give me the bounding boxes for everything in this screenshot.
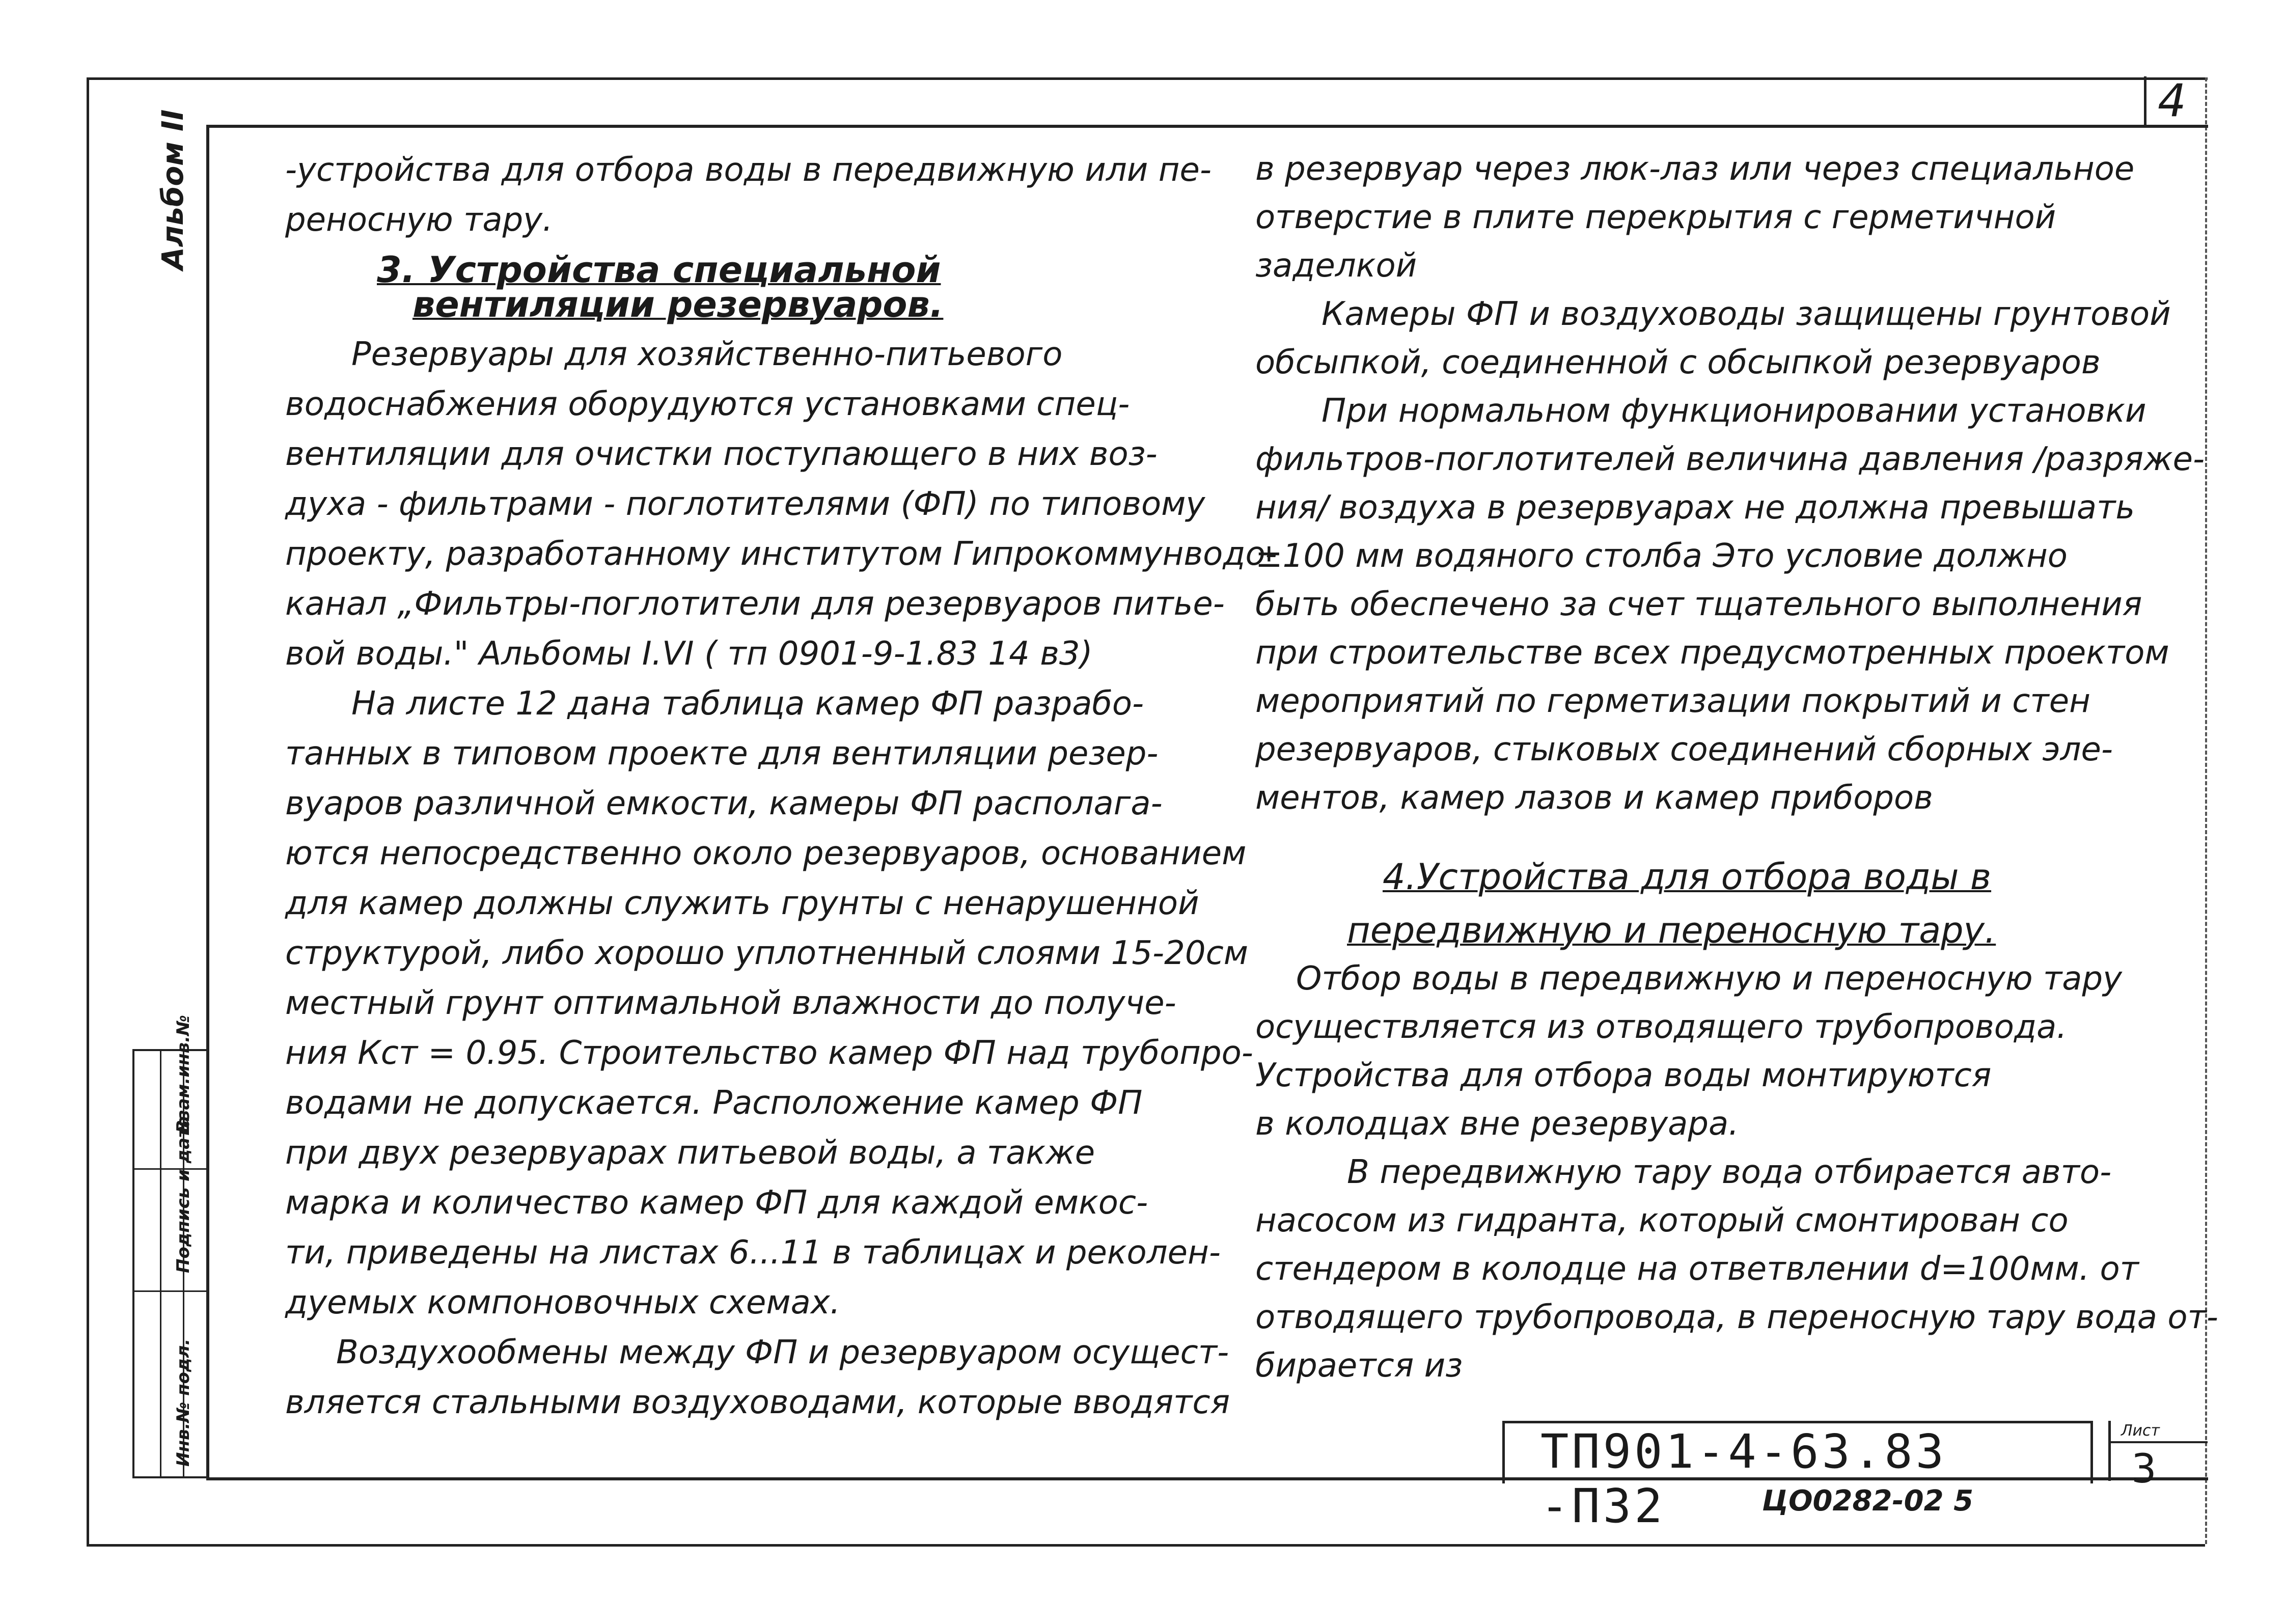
section-3-heading-line2: вентиляции резервуаров. [412,284,944,325]
text-line: канал „Фильтры-поглотители для резервуаров питье- [285,585,1225,623]
text-line: проекту, разработанному институтом Гипрокоммунводо- [285,535,1277,573]
text-line: ния/ воздуха в резервуарах не должна превышать [1255,489,2135,527]
text-line: ются непосредственно около резервуаров, основанием [285,835,1247,872]
text-line: При нормальном функционировании установки [1322,392,2146,430]
text-line: при строительстве всех предусмотренных проектом [1255,634,2169,672]
text-line: Отбор воды в передвижную и переносную тару [1296,960,2122,998]
text-line: насосом из гидранта, который смонтирован со [1255,1202,2069,1240]
sheet-number: 3 [2131,1446,2157,1492]
text-line: вентиляции для очистки поступающего в них воз- [285,435,1158,473]
sheet-box-divider [2111,1441,2208,1443]
text-line: В передвижную тару вода отбирается авто- [1347,1153,2112,1191]
text-line: обсыпкой, соединенной с обсыпкой резервуаров [1255,344,2101,381]
left-column [285,145,1277,1427]
text-line: местный грунт оптимальной влажности до получе- [285,984,1176,1022]
text-line: заделкой [1255,247,1417,285]
text-line: стендером в колодце на ответвлении d=100мм. от [1255,1250,2139,1288]
text-line: мероприятий по герметизации покрытий и стен [1255,682,2090,720]
text-line: марка и количество камер ФП для каждой емкос- [285,1184,1148,1222]
text-line: На листе 12 дана таблица камер ФП разрабо- [351,685,1144,723]
section-4-heading-line1: 4.Устройства для отбора воды в [1383,856,1992,898]
page-number: 4 [2158,74,2186,127]
text-line: структурой, либо хорошо уплотненный слоями 15-20см [285,934,1249,972]
text-line: Камеры ФП и воздуховоды защищены грунтовой [1322,295,2171,333]
text-line: ти, приведены на листах 6...11 в таблицах и реколен- [285,1234,1221,1272]
text-line: отверстие в плите перекрытия с герметичной [1255,199,2056,236]
sheet-number-box [2108,1421,2208,1492]
text-line: вуаров различной емкости, камеры ФП располага- [285,785,1163,822]
text-line: Воздухообмены между ФП и резервуаром осущест- [336,1334,1229,1371]
side-table-col [160,1051,161,1476]
text-line: быть обеспечено за счет тщательного выполнения [1255,586,2142,623]
text-line: в колодцах вне резервуара. [1255,1105,1739,1143]
side-table-row [134,1168,208,1170]
text-line: водами не допускается. Расположение камер ФП [285,1084,1143,1122]
text-line: Устройства для отбора воды монтируются [1255,1057,1992,1094]
text-line: водоснабжения оборудуются установками спец- [285,386,1130,423]
text-line: танных в типовом проекте для вентиляции резер- [285,735,1159,773]
section-4-heading-line2: передвижную и переносную тару. [1347,910,1996,951]
inv-no-label: Инв.№ подл. [173,1338,194,1467]
text-line: Резервуары для хозяйственно-питьевого [351,336,1063,373]
text-line: отводящего трубопровода, в переносную тару вода от- [1255,1299,2218,1336]
section-3-heading-line1: 3. Устройства специальной [377,249,941,291]
page-number-box [2144,76,2208,127]
side-table-row [134,1290,208,1292]
text-line: дуемых компоновочных схемах. [285,1284,841,1322]
text-line: при двух резервуарах питьевой воды, а также [285,1134,1095,1172]
album-label: Альбом II [155,109,190,270]
text-line: в резервуар через люк-лаз или через специальное [1255,150,2135,188]
text-line: для камер должны служить грунты с ненарушенной [285,885,1199,922]
text-line: духа - фильтрами - поглотителями (ФП) по типовому [285,485,1205,523]
text-line: вляется стальными воздуховодами, которые вводятся [285,1384,1230,1421]
text-line: осуществляется из отводящего трубопровода. [1255,1008,2067,1046]
sign-date-label: Подпись и дата [173,1116,194,1273]
document-code: ТП901-4-63.83 -П32 [1540,1424,1947,1533]
text-line: ментов, камер лазов и камер приборов [1255,779,1933,817]
right-column [1255,145,2218,1390]
replace-inv-label: Взам.инв.№ [173,1015,194,1133]
text-line: фильтров-поглотителей величина давления /разряже- [1255,441,2205,478]
side-stamp-table [132,1049,208,1478]
text-line: ±100 мм водяного столба Это условие должно [1255,537,2068,575]
text-line: резервуаров, стыковых соединений сборных эле- [1255,731,2113,768]
archive-stamp: ЦО0282-02 5 [1762,1484,1974,1518]
text-line: бирается из [1255,1347,1463,1385]
spacer [1255,822,2218,853]
text-line: вой воды." Альбомы I.VI ( тп 0901-9-1.83 14 в3) [285,635,1093,673]
sheet-label: Лист [2121,1422,2160,1440]
text-line: -устройства для отбора воды в передвижную или пе- [285,151,1212,189]
outer-bottom-border [87,1544,2205,1547]
text-line: реносную тару. [285,201,553,239]
text-line: ния Кст = 0.95. Строительство камер ФП над трубопро- [285,1034,1253,1072]
